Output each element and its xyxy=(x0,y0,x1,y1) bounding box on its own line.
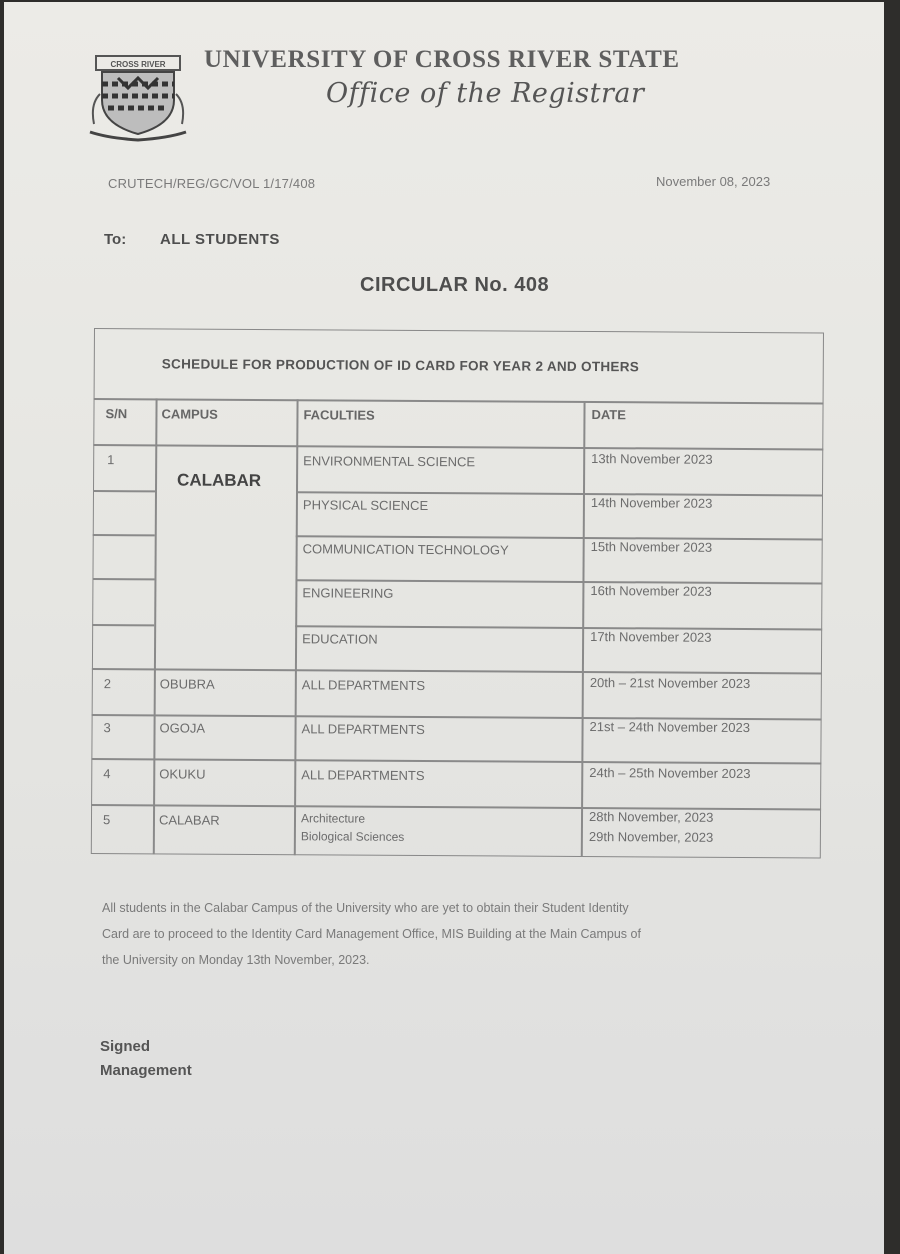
university-crest-logo xyxy=(88,54,188,142)
row-faculty: Biological Sciences xyxy=(300,829,405,844)
row-date: 20th – 21st November 2023 xyxy=(589,675,751,692)
row-campus: OGOJA xyxy=(159,720,206,736)
row-date: 13th November 2023 xyxy=(591,451,713,467)
row-date: 21st – 24th November 2023 xyxy=(589,719,751,736)
circular-title: CIRCULAR No. 408 xyxy=(360,274,550,296)
row-campus: OKUKU xyxy=(159,766,206,782)
addressee: ALL STUDENTS xyxy=(160,231,280,248)
row-sn: 4 xyxy=(103,766,111,782)
row-faculty: ALL DEPARTMENTS xyxy=(301,767,425,784)
notice-paragraph xyxy=(102,895,832,973)
header-sn: S/N xyxy=(105,406,128,422)
notice-line: the University on Monday 13th November, 2023. xyxy=(102,953,370,967)
university-name: UNIVERSITY OF CROSS RIVER STATE xyxy=(204,46,680,73)
crest-motto: CROSS RIVER xyxy=(110,60,166,69)
row-faculty: EDUCATION xyxy=(302,631,378,647)
addressee-label: To: xyxy=(104,231,127,248)
schedule-title: SCHEDULE FOR PRODUCTION OF ID CARD FOR YEAR 2 AND OTHERS xyxy=(161,356,640,375)
row-date: 15th November 2023 xyxy=(590,539,713,555)
notice-line: All students in the Calabar Campus of the University who are yet to obtain their Student Identity xyxy=(102,901,629,915)
row-date: 17th November 2023 xyxy=(590,629,712,645)
schedule-table xyxy=(91,328,824,858)
row-campus: CALABAR xyxy=(177,470,262,491)
document-page xyxy=(4,2,884,1254)
office-of-registrar: Office of the Registrar xyxy=(326,78,645,109)
row-sn: 1 xyxy=(107,452,115,468)
row-sn: 5 xyxy=(102,812,111,828)
row-faculty: COMMUNICATION TECHNOLOGY xyxy=(302,541,509,558)
notice-line: Card are to proceed to the Identity Card Management Office, MIS Building at the Main Campus of xyxy=(102,927,641,941)
row-campus: CALABAR xyxy=(158,812,220,828)
signature-signed: Signed xyxy=(100,1038,151,1055)
row-faculty: Architecture xyxy=(300,811,366,826)
row-date: 16th November 2023 xyxy=(590,583,712,599)
signature-management: Management xyxy=(100,1062,192,1079)
row-campus: OBUBRA xyxy=(159,676,215,692)
row-date: 24th – 25th November 2023 xyxy=(589,765,751,782)
header-campus: CAMPUS xyxy=(161,406,218,422)
row-faculty: ENGINEERING xyxy=(302,585,394,601)
row-sn: 2 xyxy=(103,676,112,692)
row-date: 28th November, 2023 xyxy=(588,809,714,825)
letter-date: November 08, 2023 xyxy=(656,174,771,189)
reference-number: CRUTECH/REG/GC/VOL 1/17/408 xyxy=(108,176,316,191)
row-faculty: PHYSICAL SCIENCE xyxy=(302,497,429,514)
row-faculty: ALL DEPARTMENTS xyxy=(301,677,426,694)
header-date: DATE xyxy=(591,407,626,423)
row-date: 29th November, 2023 xyxy=(588,829,714,845)
row-date: 14th November 2023 xyxy=(590,495,713,511)
row-faculty: ALL DEPARTMENTS xyxy=(301,721,425,738)
header-faculties: FACULTIES xyxy=(303,407,375,423)
row-sn: 3 xyxy=(103,720,111,736)
row-faculty: ENVIRONMENTAL SCIENCE xyxy=(303,453,476,470)
